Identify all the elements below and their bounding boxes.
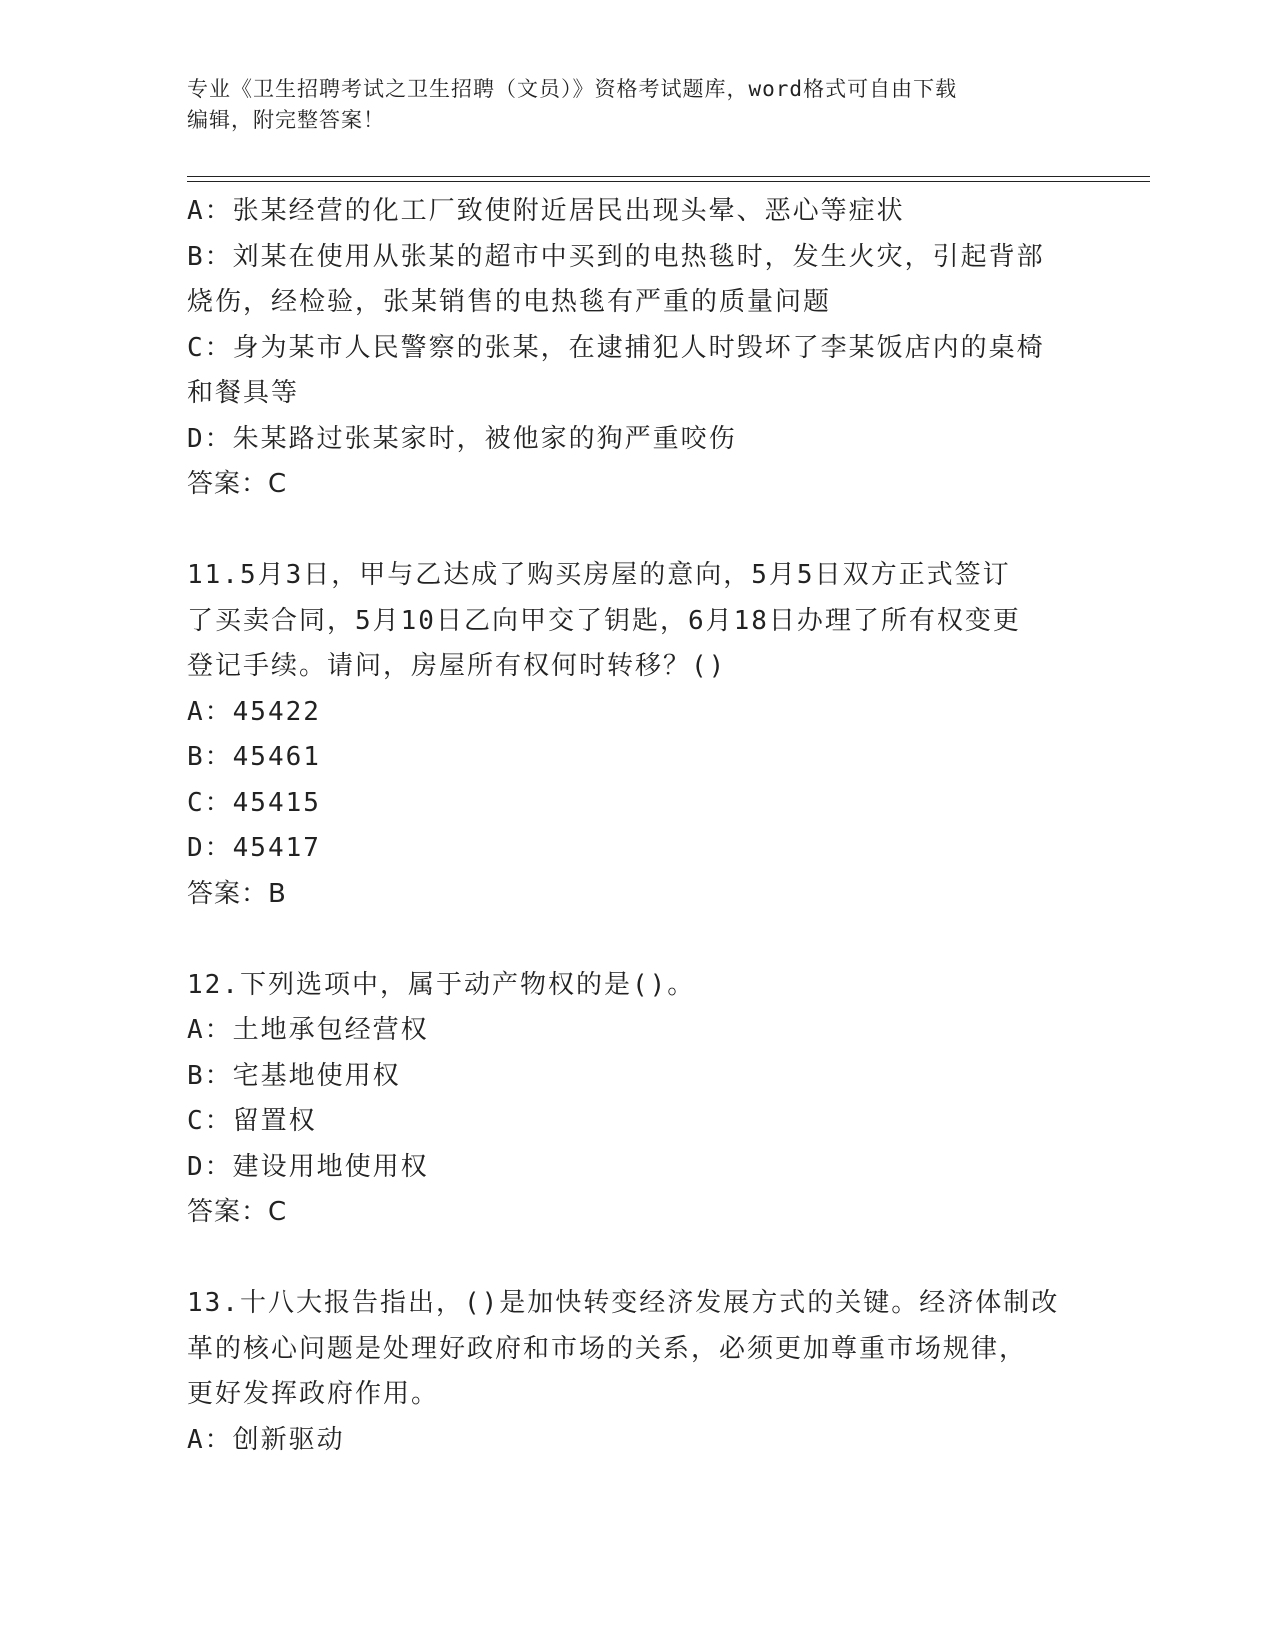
option-a: A：张某经营的化工厂致使附近居民出现头晕、恶心等症状	[187, 196, 905, 226]
question-stem: 11.5月3日，甲与乙达成了购买房屋的意向，5月5日双方正式签订	[187, 560, 1011, 590]
option-b-continued: 烧伤，经检验，张某销售的电热毯有严重的质量问题	[187, 287, 832, 317]
header-divider-top	[187, 176, 1150, 177]
question-stem: 13.十八大报告指出，()是加快转变经济发展方式的关键。经济体制改	[187, 1288, 1060, 1318]
answer: 答案：C	[187, 469, 288, 499]
option-b: B：宅基地使用权	[187, 1060, 401, 1091]
question-12	[187, 963, 1077, 1236]
option-a: A：土地承包经营权	[187, 1015, 429, 1045]
header-line: 专业《卫生招聘考试之卫生招聘（文员）》资格考试题库，word格式可自由下载	[187, 77, 958, 101]
option-c: C：留置权	[187, 1106, 317, 1136]
spacer	[187, 1236, 1077, 1282]
option-d: D：朱某路过张某家时，被他家的狗严重咬伤	[187, 423, 737, 454]
question-stem: 12.下列选项中，属于动产物权的是()。	[187, 969, 696, 1000]
option-c-continued: 和餐具等	[187, 378, 300, 408]
spacer	[187, 917, 1077, 963]
option-d: D：45417	[187, 833, 321, 863]
option-b: B：刘某在使用从张某的超市中买到的电热毯时，发生火灾，引起背部	[187, 241, 1045, 272]
question-11	[187, 553, 1077, 917]
question-stem: 革的核心问题是处理好政府和市场的关系，必须更加尊重市场规律，	[187, 1333, 1028, 1364]
spacer	[187, 508, 1077, 554]
option-b: B：45461	[187, 742, 321, 772]
answer: 答案：C	[187, 1197, 288, 1227]
question-stem: 更好发挥政府作用。	[187, 1379, 440, 1409]
header-divider-bottom	[187, 181, 1150, 182]
answer: 答案：B	[187, 878, 287, 909]
option-a: A：创新驱动	[187, 1424, 345, 1455]
question-content	[187, 189, 1077, 1463]
question-stem: 了买卖合同，5月10日乙向甲交了钥匙，6月18日办理了所有权变更	[187, 605, 1021, 636]
option-c: C：45415	[187, 787, 321, 818]
option-d: D：建设用地使用权	[187, 1151, 429, 1182]
question-stem: 登记手续。请问，房屋所有权何时转移？()	[187, 651, 727, 681]
prev-question	[187, 189, 1077, 508]
option-c: C：身为某市人民警察的张某，在逮捕犯人时毁坏了李某饭店内的桌椅	[187, 332, 1045, 363]
header-line: 编辑，附完整答案！	[187, 108, 385, 132]
question-13	[187, 1281, 1077, 1463]
option-a: A：45422	[187, 696, 321, 727]
document-header	[187, 74, 1067, 136]
